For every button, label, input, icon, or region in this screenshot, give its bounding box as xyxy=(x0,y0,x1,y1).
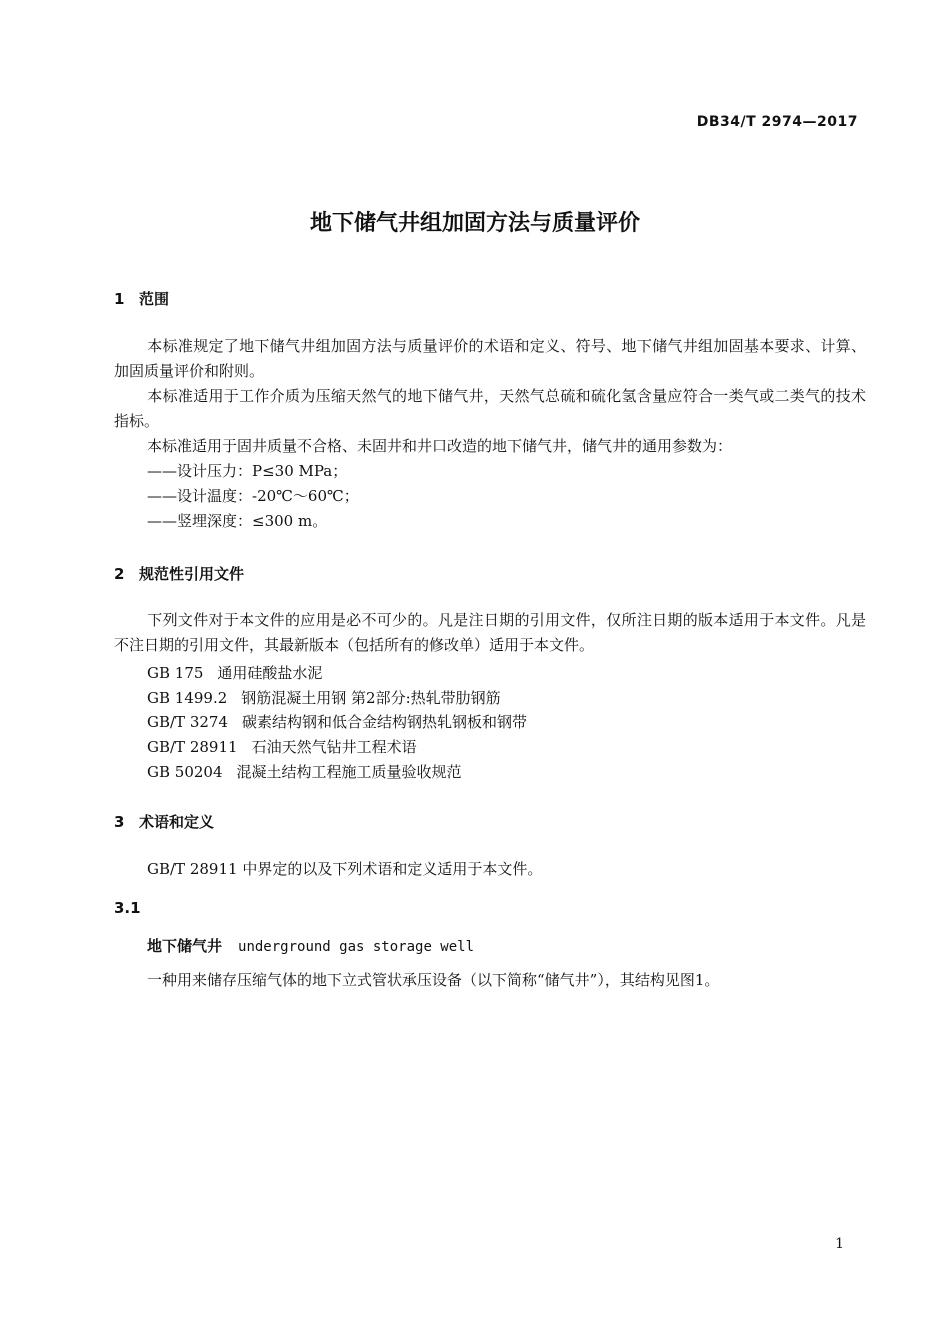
reference-item xyxy=(147,711,527,732)
reference-item xyxy=(147,687,501,708)
term-chinese: 地下储气井 xyxy=(147,937,223,955)
ref-code: GB 175 xyxy=(147,664,204,682)
para-text: 本标准适用于工作介质为压缩天然气的地下储气井，天然气总硫和硫化氢含量应符合一类气或二类气的技术指标。 xyxy=(114,387,866,430)
section-1-para-1 xyxy=(114,334,866,384)
section-1-para-3 xyxy=(114,434,866,459)
list-item: ——竖埋深度：≤300 m。 xyxy=(147,512,328,530)
term-entry xyxy=(147,935,474,956)
section-2-para xyxy=(114,608,866,658)
ref-code: GB 1499.2 xyxy=(147,689,228,707)
para-text: 本标准规定了地下储气井组加固方法与质量评价的术语和定义、符号、地下储气井组加固基本要求、计算、加固质量评价和附则。 xyxy=(114,337,866,380)
ref-code: GB 50204 xyxy=(147,763,223,781)
section-number: 2 xyxy=(114,565,125,583)
para-text: 下列文件对于本文件的应用是必不可少的。凡是注日期的引用文件，仅所注日期的版本适用于本文件。凡是不注日期的引用文件，其最新版本（包括所有的修改单）适用于本文件。 xyxy=(114,611,866,654)
section-1-heading xyxy=(114,288,169,309)
list-item: ——设计温度：-20℃～60℃； xyxy=(147,487,359,505)
page-title: 地下储气井组加固方法与质量评价 xyxy=(309,211,640,236)
term-definition: 一种用来储存压缩气体的地下立式管状承压设备（以下简称“储气井”），其结构见图1。 xyxy=(147,971,720,989)
ref-name: 通用硅酸盐水泥 xyxy=(217,664,323,682)
term-english: underground gas storage well xyxy=(238,939,475,955)
section-title: 范围 xyxy=(139,290,170,308)
list-item: ——设计压力：P≤30 MPa； xyxy=(147,462,348,480)
section-3-para: GB/T 28911 中界定的以及下列术语和定义适用于本文件。 xyxy=(147,860,543,878)
section-1-para-2 xyxy=(114,384,866,434)
para-text: 本标准适用于固井质量不合格、未固井和井口改造的地下储气井，储气井的通用参数为： xyxy=(147,437,733,455)
reference-item xyxy=(147,662,322,683)
page-number: 1 xyxy=(835,1236,844,1252)
subsection-number: 3.1 xyxy=(114,899,141,917)
standard-code: DB34/T 2974—2017 xyxy=(696,114,858,130)
reference-item xyxy=(147,736,417,757)
section-number: 3 xyxy=(114,813,125,831)
section-2-heading xyxy=(114,563,244,584)
reference-item xyxy=(147,761,462,782)
section-number: 1 xyxy=(114,290,125,308)
ref-name: 钢筋混凝土用钢 第2部分:热轧带肋钢筋 xyxy=(241,689,501,707)
ref-code: GB/T 3274 xyxy=(147,713,229,731)
section-3-heading xyxy=(114,811,214,832)
ref-code: GB/T 28911 xyxy=(147,738,238,756)
ref-name: 石油天然气钻井工程术语 xyxy=(251,738,417,756)
section-title: 术语和定义 xyxy=(139,813,215,831)
ref-name: 混凝土结构工程施工质量验收规范 xyxy=(236,763,462,781)
section-title: 规范性引用文件 xyxy=(139,565,245,583)
ref-name: 碳素结构钢和低合金结构钢热轧钢板和钢带 xyxy=(242,713,528,731)
